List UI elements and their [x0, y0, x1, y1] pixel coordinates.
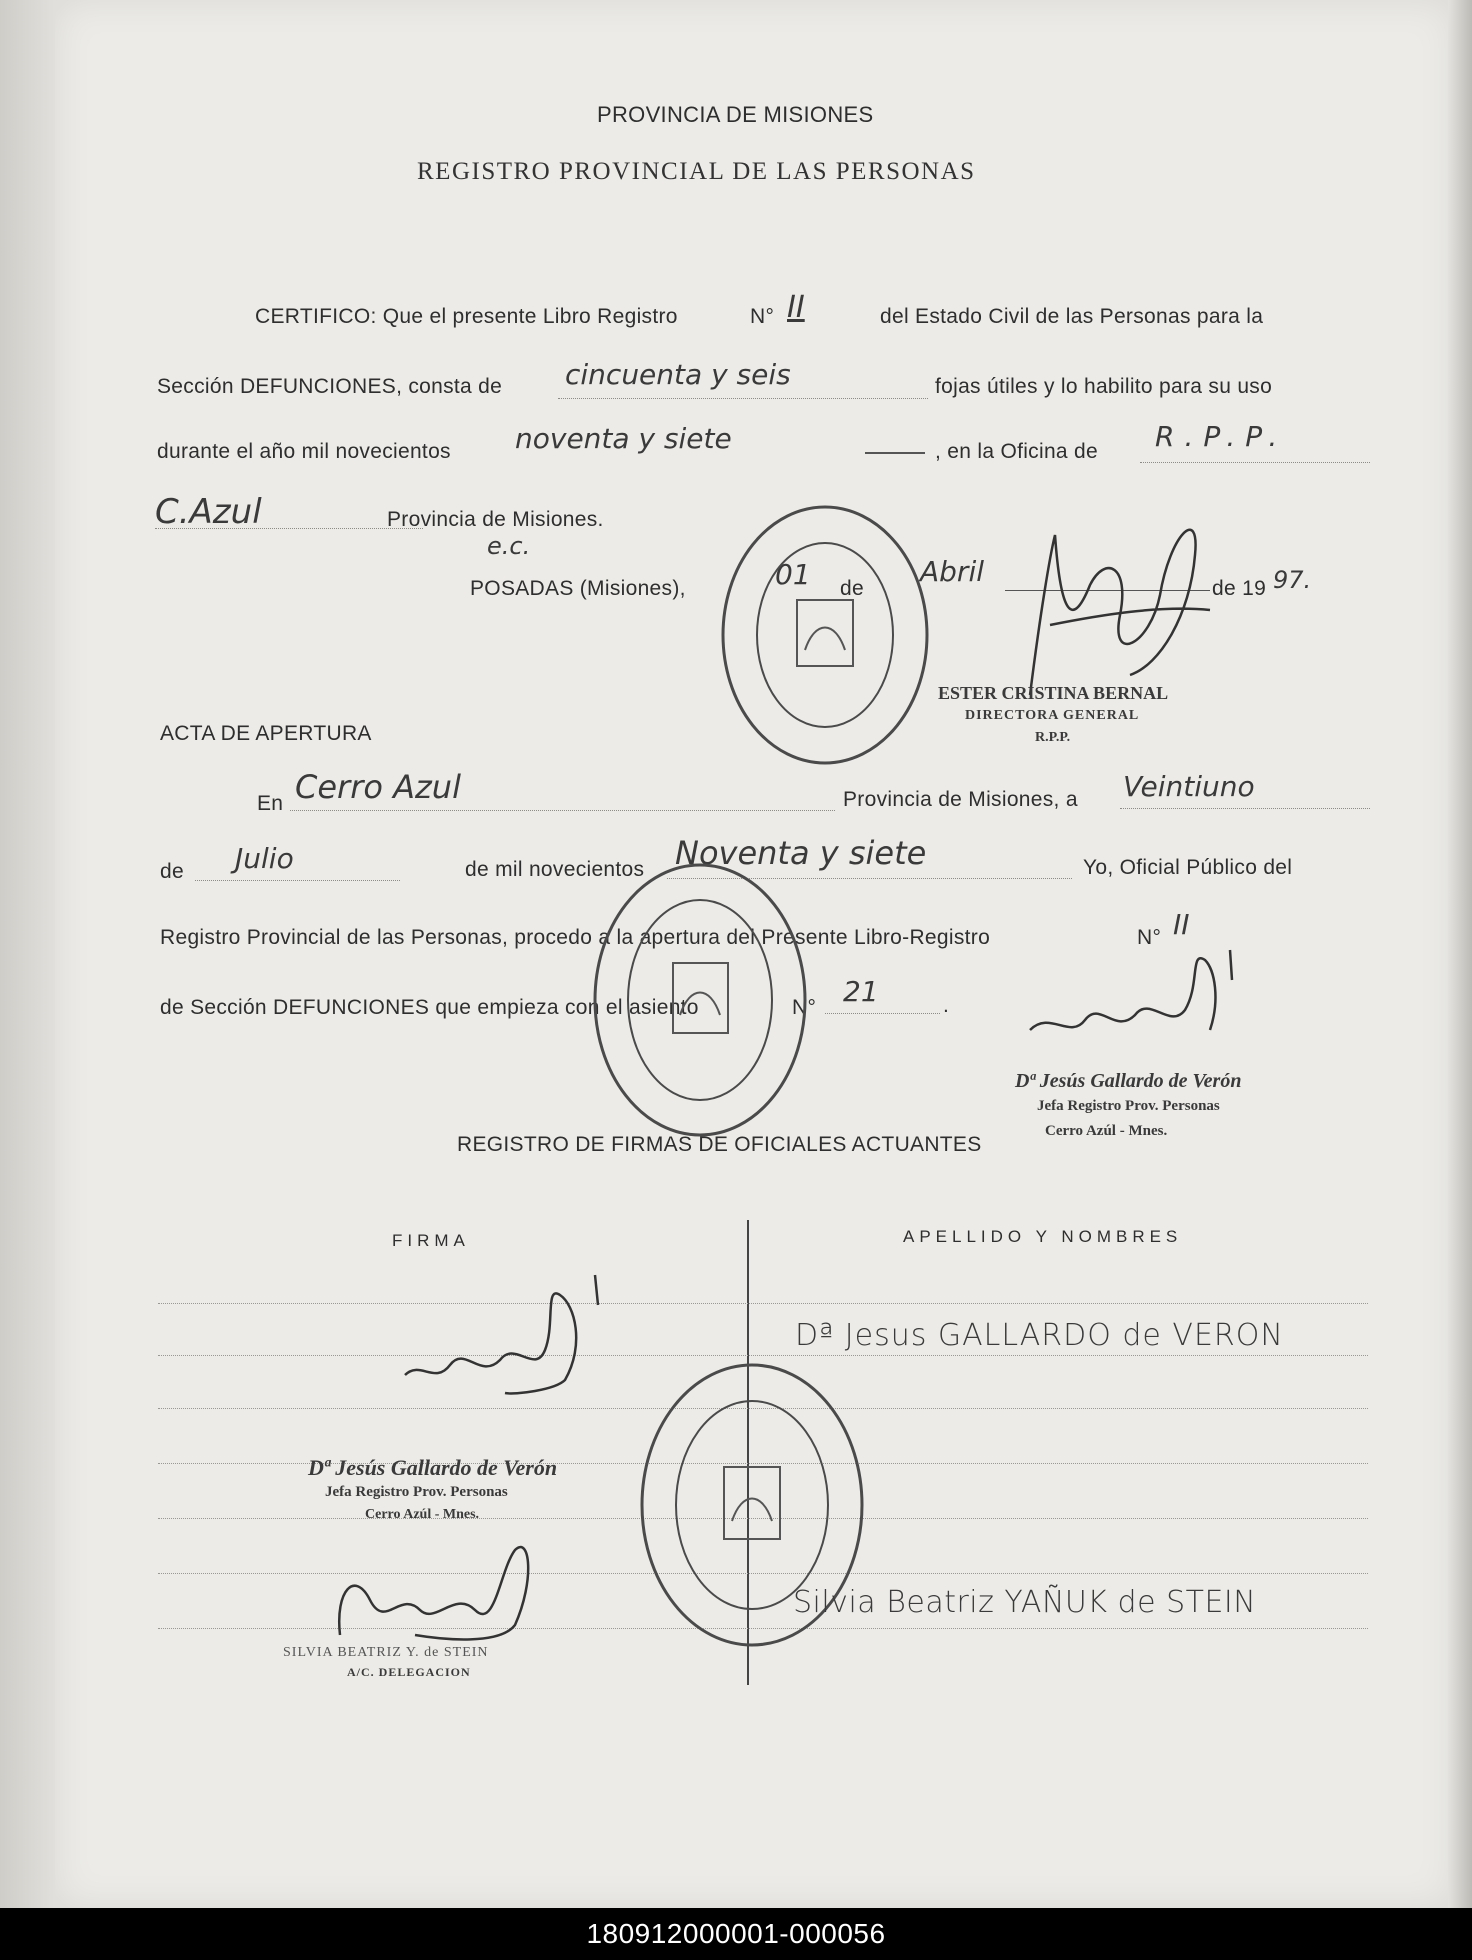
firma-signature-2 — [325, 1530, 545, 1650]
cert-line1-a: CERTIFICO: Que el presente Libro Registro — [255, 305, 678, 328]
registry-heading: REGISTRO PROVINCIAL DE LAS PERSONAS — [417, 158, 976, 185]
apertura-line4-a: de Sección DEFUNCIONES que empieza con el asiento — [160, 996, 699, 1019]
page-right-edge — [1448, 0, 1472, 1908]
firma-stamp1-name: Dª Jesús Gallardo de Verón — [308, 1455, 558, 1480]
apertura-line1-b: Provincia de Misiones, a — [843, 788, 1078, 811]
cert-office-place: C.Azul — [155, 492, 262, 532]
director-stamp-title: DIRECTORA GENERAL — [965, 708, 1140, 723]
official-stamp-name: Dª Jesús Gallardo de Verón — [1015, 1070, 1242, 1092]
director-stamp-org: R.P.P. — [1035, 730, 1071, 745]
cert-year-suffix: 97. — [1273, 566, 1312, 594]
apertura-heading: ACTA DE APERTURA — [160, 722, 372, 745]
firma-nombre-1: Dª Jesus GALLARDO de VERON — [795, 1318, 1284, 1353]
apertura-line4-no: N° — [792, 996, 817, 1019]
cert-line1-no: N° — [750, 305, 775, 328]
apertura-line4-end: . — [943, 994, 950, 1017]
apertura-month-written: Julio — [235, 842, 294, 875]
cert-year-prefix: de 19 — [1212, 577, 1267, 600]
firma-stamp2-name: SILVIA BEATRIZ Y. de STEIN — [283, 1645, 489, 1660]
cert-initials: e.c. — [487, 532, 531, 560]
firma-stamp2-title: A/C. DELEGACION — [347, 1665, 471, 1679]
apertura-year-written: Noventa y siete — [675, 834, 927, 872]
official-seal-1 — [715, 500, 935, 770]
firmas-heading: REGISTRO DE FIRMAS DE OFICIALES ACTUANTES — [457, 1133, 982, 1156]
cert-line1-b: del Estado Civil de las Personas para la — [880, 305, 1264, 328]
apertura-line2-c: Yo, Oficial Público del — [1083, 856, 1293, 879]
official-stamp-title: Jefa Registro Prov. Personas — [1037, 1098, 1220, 1114]
cert-place-date: POSADAS (Misiones), — [470, 577, 686, 600]
document-id: 180912000001-000056 — [586, 1918, 886, 1949]
firmas-col-firma: FIRMA — [392, 1231, 470, 1250]
apertura-line3-a: Registro Provincial de las Personas, procedo a la apertura del Presente Libro-Registro — [160, 926, 991, 949]
apertura-asiento: 21 — [843, 975, 879, 1008]
cert-year-written: noventa y siete — [515, 422, 732, 455]
document-page — [55, 0, 1455, 1908]
cert-book-number: II — [787, 290, 805, 325]
firma-stamp1-title: Jefa Registro Prov. Personas — [325, 1484, 508, 1500]
firma-nombre-2: Silvia Beatriz YAÑUK de STEIN — [793, 1585, 1257, 1620]
province-heading: PROVINCIA DE MISIONES — [597, 102, 874, 127]
official-seal-2 — [585, 855, 815, 1145]
cert-line3-a: durante el año mil novecientos — [157, 440, 451, 463]
apertura-line2-b: de mil novecientos — [465, 858, 645, 881]
cert-line3-b: , en la Oficina de — [935, 440, 1098, 463]
official-signature-1 — [1020, 940, 1250, 1060]
apertura-day-written: Veintiuno — [1123, 770, 1255, 803]
cert-de: de — [840, 577, 864, 600]
apertura-de: de — [160, 860, 184, 883]
cert-line2-a: Sección DEFUNCIONES, consta de — [157, 375, 503, 398]
cert-line2-b: fojas útiles y lo habilito para su uso — [935, 375, 1273, 398]
official-stamp-place: Cerro Azúl - Mnes. — [1045, 1123, 1168, 1139]
document-id-bar — [0, 1908, 1472, 1960]
cert-day: 01 — [775, 558, 811, 591]
cert-line4: Provincia de Misiones. — [387, 508, 604, 531]
firma-stamp1-place: Cerro Azúl - Mnes. — [365, 1507, 480, 1522]
director-stamp-name: ESTER CRISTINA BERNAL — [938, 683, 1169, 703]
apertura-line3-no: N° — [1137, 926, 1162, 949]
apertura-book-number: II — [1173, 908, 1190, 941]
apertura-en: En — [257, 792, 284, 815]
firma-signature-1 — [395, 1265, 625, 1395]
cert-office-written: R.P.P. — [1155, 420, 1288, 453]
cert-fojas-written: cincuenta y seis — [565, 358, 791, 391]
apertura-place-written: Cerro Azul — [295, 768, 461, 806]
firmas-col-nombres: APELLIDO Y NOMBRES — [903, 1227, 1183, 1246]
cert-month: Abril — [920, 555, 984, 588]
